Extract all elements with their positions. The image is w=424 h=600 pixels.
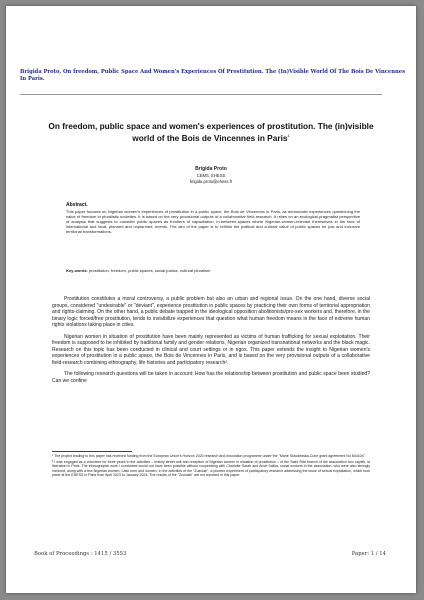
pdf-page xyxy=(6,6,416,593)
footnote: ¹ The project leading to this paper has received funding from the European Union's Horizon 2020 research and innovation programme under the "Marie Skłodowska-Curie grant agreement No 844104". xyxy=(52,454,366,458)
paper-title-text: On freedom, public space and women's experiences of prostitution. The (in)visible world of the Bois de Vincennes in Paris xyxy=(48,121,374,144)
author-block xyxy=(106,166,316,185)
footnote: ² I was engaged as a volunteer for three years in the activities – mainly street unit and reception of Nigerian women in situation of prostitution – of the Saint Rita branch of the association Aux captifs, la libération in Paris. The ethnographic work I conducted would not have been possible without cooperating with Charlotte Sarah and Amel Salika, social workers in the association, who were also strongly involved, along with a few Nigerian women, Latin men and women, in the activities of the "Zuzulab", a pioneer experiment of participatory research addressing the issue of sexual exploitation, which took place at the EHESS in Paris from April 2023 to January 2024. The results of the "Zuzulab" are not reported in this paper. xyxy=(52,459,370,477)
abstract-heading: Abstract. xyxy=(66,202,88,208)
title-footnote-mark: 1 xyxy=(287,133,290,139)
body-paragraph: Prostitution constitutes a moral controversy, a public problem but also an urban and regional issue. On the one hand, diverse social groups, considered "undesirable" or "deviant", experience prostitution in public spaces by practicing their own forms of territorial appropriation and rights-claiming. On the other hand, a public debate trapped in the ideological opposition abolitionists/pro-sex workers and, therefore, in the binary logic forced/free prostitution, tends to invisibilize experiences that question what human freedom means in the face of extreme human rights violations taking place in cities. xyxy=(52,296,370,329)
keywords-line xyxy=(66,268,360,273)
abstract-text: This paper focuses on Nigerian women's experiences of prostitution in a public space, the Bois de Vincennes in Paris, as democratic experiences questioning the value of freedom in pluralistic societies. It is based on the very provisional outputs of a collaborative field-research. It relies on an ecological-pragmatist perspective of analysis that suggests to consider public spaces as frontiers of capacitation, in-between-spaces where Nigerian-women-relevant themselves in the face of international and local, planned and unplanned, events. The aim of the paper is to rethink the political and cultural value of public spaces for just and inclusive territorial transformations. xyxy=(66,209,360,235)
author-name: Brigida Proto xyxy=(195,166,227,172)
body-paragraph: The following research questions will be taken in account: How has the relationship between prostitution and public space been studied? Can we confine xyxy=(52,371,370,385)
body-text xyxy=(52,296,370,385)
running-header: Brigida Proto, On freedom, Public Space And Women's Experiences Of Prostitution. The (In)Visible World Of The Bois De Vincennes In Paris. xyxy=(20,69,405,82)
body-paragraph: Nigerian women in situation of prostitution have been mainly represented as victims of human trafficking for sexual exploitation. Their freedom is supposed to be inhibited by traditional family and gender relations, Nigerian organized transnational networks and the black magic. Research on this topic has been conducted in clinical and court settings or in ngos. This paper extends the insight to Nigerian women's experiences of prostitution in a public space, the Bois de Vincennes in Paris, and is based on the very provisional outputs of a collaborative field-research combining ethnography, life histories and participatory research². xyxy=(52,333,370,366)
keywords-text: : prostitution, freedom, public spaces, social justice, cultural pluralism xyxy=(86,268,211,273)
author-email: brigida.proto@ehess.fr xyxy=(189,178,233,184)
keywords-label: Key-words xyxy=(66,268,87,273)
paper-title xyxy=(46,121,376,144)
footnotes xyxy=(52,454,370,479)
header-divider xyxy=(20,94,382,95)
proceedings-page-counter: Book of Proceedings : 1415 / 3553 xyxy=(34,551,127,557)
footnote-divider xyxy=(52,451,132,452)
paper-page-counter: Paper: 1 / 14 xyxy=(351,551,386,557)
author-affiliation: CEMS, EHESS xyxy=(196,173,226,178)
